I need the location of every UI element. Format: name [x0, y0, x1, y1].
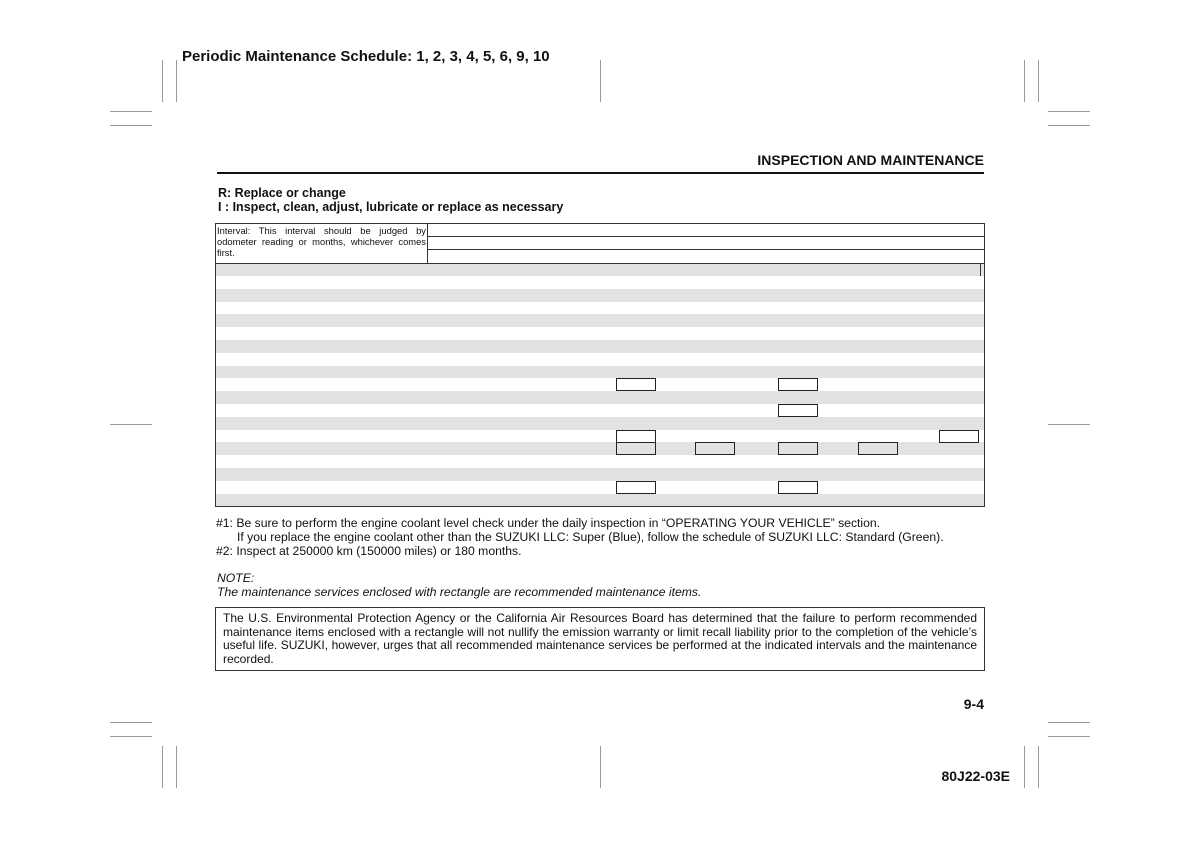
row-shade — [215, 340, 985, 353]
recommended-box — [616, 481, 656, 494]
crop-mark — [110, 424, 152, 425]
crop-mark — [1038, 746, 1039, 788]
footnote-1-continued: If you replace the engine coolant other than the SUZUKI LLC: Super (Blue), follow the schedule of SUZUKI LLC: Standard (Green). — [237, 530, 944, 544]
note-text: The maintenance services enclosed with rectangle are recommended maintenance items. — [217, 585, 702, 599]
table-rule — [215, 263, 985, 264]
crop-mark — [1048, 424, 1090, 425]
recommended-box — [695, 442, 735, 455]
footnote-1: #1: Be sure to perform the engine coolant level check under the daily inspection in “OPERATING YOUR VEHICLE” section. — [216, 516, 881, 530]
crop-mark — [600, 746, 601, 788]
maintenance-schedule-table — [215, 223, 985, 507]
crop-mark — [110, 111, 152, 112]
recommended-box — [778, 442, 818, 455]
section-shade — [215, 263, 985, 276]
row-shade — [215, 366, 985, 379]
crop-mark — [1038, 60, 1039, 102]
row-shade — [215, 391, 985, 404]
row-shade — [215, 314, 985, 327]
interval-note: Interval: This interval should be judged by odometer reading or months, whichever comes first. — [217, 225, 426, 258]
recommended-box — [616, 442, 656, 455]
recommended-box — [778, 404, 818, 417]
note-label: NOTE: — [217, 571, 255, 585]
crop-mark — [1024, 60, 1025, 102]
row-shade — [215, 289, 985, 302]
crop-mark — [110, 125, 152, 126]
table-rule — [427, 223, 428, 263]
crop-mark — [162, 746, 163, 788]
crop-mark — [600, 60, 601, 102]
recommended-box — [778, 378, 818, 391]
crop-mark — [1048, 722, 1090, 723]
section-rule — [217, 172, 984, 174]
row-shade — [215, 417, 985, 430]
crop-mark — [1048, 125, 1090, 126]
document-code: 80J22-03E — [941, 768, 1010, 784]
table-rule — [980, 263, 981, 276]
legend-inspect: I : Inspect, clean, adjust, lubricate or replace as necessary — [218, 200, 564, 214]
crop-mark — [162, 60, 163, 102]
crop-mark — [1024, 746, 1025, 788]
crop-mark — [176, 746, 177, 788]
legend-replace: R: Replace or change — [218, 186, 346, 200]
row-shade — [215, 468, 985, 481]
crop-mark — [1048, 111, 1090, 112]
crop-mark — [110, 736, 152, 737]
row-shade — [215, 494, 985, 507]
crop-mark — [110, 722, 152, 723]
table-border — [215, 223, 216, 507]
crop-mark — [1048, 736, 1090, 737]
crop-mark — [176, 60, 177, 102]
section-title: INSPECTION AND MAINTENANCE — [757, 152, 984, 168]
table-border — [984, 223, 985, 507]
recommended-box — [939, 430, 979, 443]
table-border — [215, 223, 985, 224]
notice-text: The U.S. Environmental Protection Agency or the California Air Resources Board has determined that the failure to perform recommended maintenance items enclosed with a rectangle will not nullify the emission warranty or limit recall liability prior to the completion of the vehicle’s useful life. SUZUKI, however, urges that all recommended maintenance services be performed at the indicated intervals and the maintenance recorded. — [223, 611, 977, 666]
recommended-box — [616, 430, 656, 443]
table-rule — [427, 249, 985, 250]
recommended-box — [858, 442, 898, 455]
notice-box — [215, 607, 985, 671]
recommended-box — [778, 481, 818, 494]
page-number: 9-4 — [963, 696, 984, 712]
recommended-box — [616, 378, 656, 391]
table-rule — [427, 236, 985, 237]
table-border — [215, 506, 985, 507]
footnote-2: #2: Inspect at 250000 km (150000 miles) or 180 months. — [216, 544, 522, 558]
document-title: Periodic Maintenance Schedule: 1, 2, 3, 4, 5, 6, 9, 10 — [182, 48, 550, 65]
